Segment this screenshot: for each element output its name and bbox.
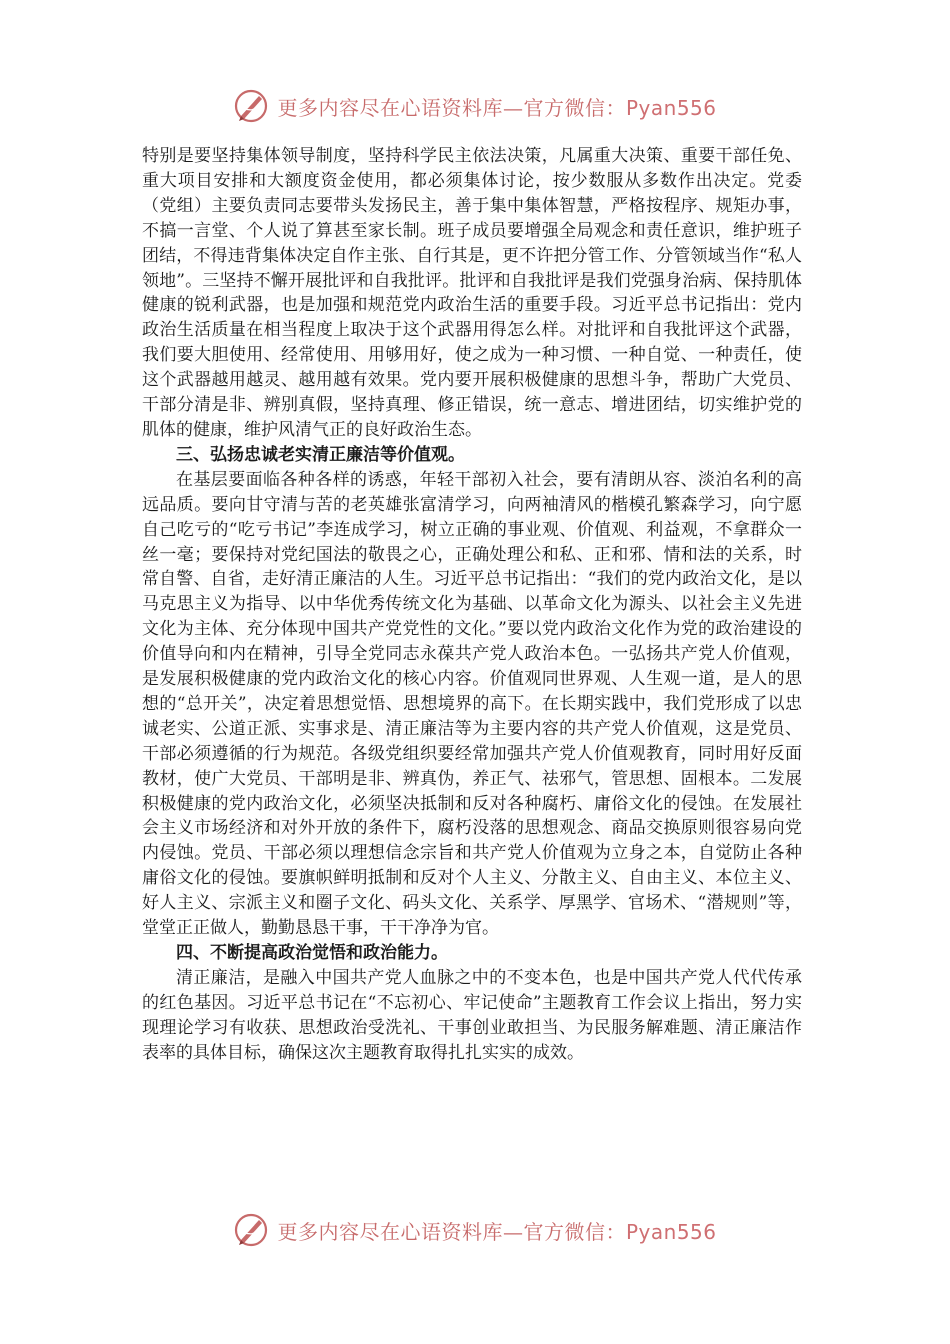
watermark-text: 更多内容尽在心语资料库—官方微信：Pyan556 — [277, 1219, 717, 1244]
pen-logo-icon — [233, 88, 269, 124]
pen-logo-icon — [233, 1212, 269, 1248]
footer-watermark — [0, 1210, 950, 1250]
watermark-text: 更多内容尽在心语资料库—官方微信：Pyan556 — [277, 95, 717, 120]
watermark-id: Pyan556 — [625, 95, 717, 120]
header-watermark — [0, 86, 950, 126]
watermark-id: Pyan556 — [625, 1219, 717, 1244]
document-body — [142, 144, 802, 1066]
section-heading-4: 四、不断提高政治觉悟和政治能力。 — [176, 943, 448, 963]
paragraph-values: 在基层要面临各种各样的诱惑，年轻干部初入社会，要有清朗从容、淡泊名利的高远品质。要向甘守清与苦的老英雄张富清学习，向两袖清风的楷模孔繁森学习，向宁愿自己吃亏的“吃亏书记”李连成学习，树立正确的事业观、价值观、利益观，不拿群众一丝一毫；要保持对党纪国法的敬畏之心，正确处理公和私、正和邪、情和法的关系，时常自警、自省，走好清正廉洁的人生。习近平总书记指出：“我们的党内政治文化，是以马克思主义为指导、以中华优秀传统文化为基础、以革命文化为源头、以社会主义先进文化为主体、充分体现中国共产党党性的文化。”要以党内政治文化作为党的政治建设的价值导向和内在精神，引导全党同志永葆共产党人政治本色。一弘扬共产党人价值观，是发展积极健康的党内政治文化的核心内容。价值观同世界观、人生观一道，是人的思想的“总开关”，决定着思想觉悟、思想境界的高下。在长期实践中，我们党形成了以忠诚老实、公道正派、实事求是、清正廉洁等为主要内容的共产党人价值观，这是党员、干部必须遵循的行为规范。各级党组织要经常加强共产党人价值观教育，同时用好反面教材，使广大党员、干部明是非、辨真伪，养正气、祛邪气，管思想、固根本。二发展积极健康的党内政治文化，必须坚决抵制和反对各种腐朽、庸俗文化的侵蚀。在发展社会主义市场经济和对外开放的条件下，腐朽没落的思想观念、商品交换原则很容易向党内侵蚀。党员、干部必须以理想信念宗旨和共产党人价值观为立身之本，自觉防止各种庸俗文化的侵蚀。要旗帜鲜明抵制和反对个人主义、分散主义、自由主义、本位主义、好人主义、宗派主义和圈子文化、码头文化、关系学、厚黑学、官场术、“潜规则”等，堂堂正正做人，勤勤恳恳干事，干干净净为官。 — [142, 469, 802, 939]
section-heading-3: 三、弘扬忠诚老实清正廉洁等价值观。 — [176, 444, 465, 465]
paragraph-political-awareness: 清正廉洁，是融入中国共产党人血脉之中的不变本色，也是中国共产党人代代传承的红色基因。习近平总书记在“不忘初心、牢记使命”主题教育工作会议上指出，努力实现理论学习有收获、思想政治受洗礼、干事创业敢担当、为民服务解难题、清正廉洁作表率的具体目标，确保这次主题教育取得扎扎实实的成效。 — [142, 967, 802, 1063]
paragraph-collective-leadership: 特别是要坚持集体领导制度，坚持科学民主依法决策，凡属重大决策、重要干部任免、重大项目安排和大额度资金使用，都必须集体讨论，按少数服从多数作出决定。党委（党组）主要负责同志要带头发扬民主，善于集中集体智慧，严格按程序、规矩办事，不搞一言堂、个人说了算甚至家长制。班子成员要增强全局观念和责任意识，维护班子团结，不得违背集体决定自作主张、自行其是，更不许把分管工作、分管领域当作“私人领地”。三坚持不懈开展批评和自我批评。批评和自我批评是我们党强身治病、保持肌体健康的锐利武器，也是加强和规范党内政治生活的重要手段。习近平总书记指出：党内政治生活质量在相当程度上取决于这个武器用得怎么样。对批评和自我批评这个武器，我们要大胆使用、经常使用、用够用好，使之成为一种习惯、一种自觉、一种责任，使这个武器越用越灵、越用越有效果。党内要开展积极健康的思想斗争，帮助广大党员、干部分清是非、辨别真假，坚持真理、修正错误，统一意志、增进团结，切实维护党的肌体的健康，维护风清气正的良好政治生态。 — [142, 146, 802, 440]
